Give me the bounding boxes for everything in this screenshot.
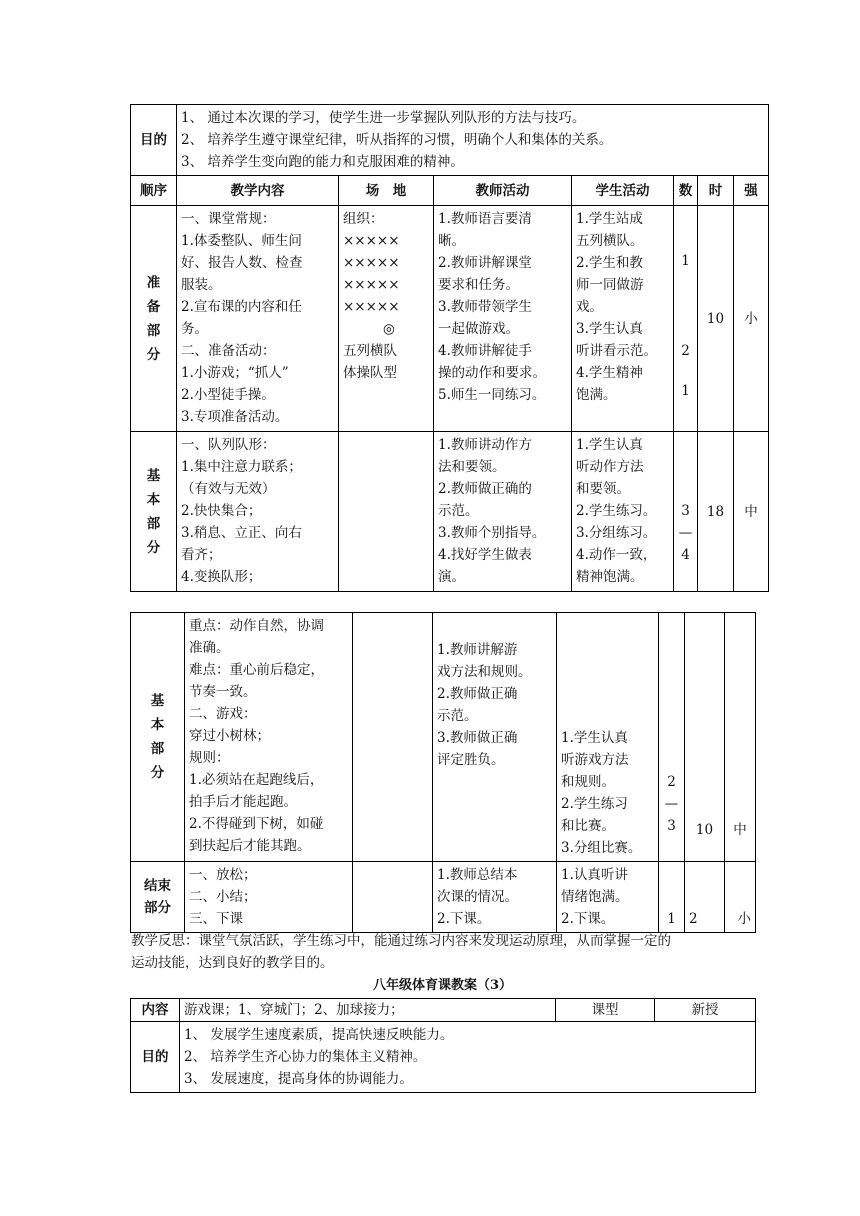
time-cell: 18 xyxy=(698,432,734,592)
content-cell: 一、队列队形： 1.集中注意力联系； （有效与无效） 2.快快集合； 3.稍息、立正、向右 看齐； 4.变换队形； xyxy=(177,432,339,592)
venue-cell: 组织： ××××× ××××× ××××× ××××× ◎ 五列横队 体操队型 xyxy=(339,206,434,432)
header-venue: 场 地 xyxy=(339,176,434,206)
intensity-cell: 中 xyxy=(725,613,756,862)
formation-row: ××××× xyxy=(343,233,400,249)
time-cell: 2 xyxy=(685,862,725,933)
lesson-plan-table-2 xyxy=(130,612,756,933)
purpose-cell xyxy=(177,105,769,176)
time-cell: 10 xyxy=(685,613,725,862)
purpose-item: 2、 培养学生遵守课堂纪律，听从指挥的习惯，明确个人和集体的关系。 xyxy=(181,132,613,148)
student-activity-cell: 1.学生站成 五列横队。 2.学生和教 师一同做游 戏。 3.学生认真 听讲看示范。 4.学生精神 饱满。 xyxy=(572,206,674,432)
purpose-item: 1、 发展学生速度素质，提高快速反映能力。 xyxy=(184,1027,454,1043)
header-content: 教学内容 xyxy=(177,176,339,206)
purpose-label: 目的 xyxy=(131,105,177,176)
section-label-basic: 基 本 部 分 xyxy=(131,613,185,862)
content-label: 内容 xyxy=(131,999,180,1022)
lesson-3-table xyxy=(130,998,756,1093)
section-label-basic: 基 本 部 分 xyxy=(131,432,177,592)
section-label-end: 结束 部分 xyxy=(131,862,185,933)
formation-row: ××××× xyxy=(343,277,400,293)
venue-cell xyxy=(353,862,433,933)
teacher-activity-cell: 1.教师讲动作方 法和要领。 2.教师做正确的 示范。 3.教师个别指导。 4.找好学生做表 演。 xyxy=(434,432,572,592)
student-activity-cell: 1.学生认真 听游戏方法 和规则。 2.学生练习 和比赛。 3.分组比赛。 xyxy=(557,613,659,862)
lesson-plan-table-1 xyxy=(130,104,769,592)
content-cell: 一、放松； 二、小结； 三、下课 xyxy=(185,862,353,933)
lesson-type-value: 新授 xyxy=(655,999,756,1022)
teacher-position-icon: ◎ xyxy=(383,321,395,337)
teacher-activity-cell: 1.教师讲解游 戏方法和规则。 2.教师做正确 示范。 3.教师做正确 评定胜负。 xyxy=(433,613,557,862)
section-label-prep: 准 备 部 分 xyxy=(131,206,177,432)
intensity-cell: 小 xyxy=(734,206,769,432)
formation-row: ××××× xyxy=(343,255,400,271)
header-intensity: 强 xyxy=(734,176,769,206)
content-value: 游戏课；1、穿城门；2、加球接力； xyxy=(180,999,556,1022)
purpose-cell xyxy=(180,1022,756,1093)
purpose-item: 3、 培养学生变向跑的能力和克服困难的精神。 xyxy=(181,154,464,170)
count-cell: 2 — 3 xyxy=(659,613,685,862)
header-student: 学生活动 xyxy=(572,176,674,206)
lesson-title: 八年级体育课教案（3） xyxy=(372,978,513,993)
venue-cell xyxy=(353,613,433,862)
header-teacher: 教师活动 xyxy=(434,176,572,206)
teacher-activity-cell: 1.教师语言要清 晰。 2.教师讲解课堂 要求和任务。 3.教师带领学生 一起做游戏。 4.教师讲解徒手 操的动作和要求。 5.师生一同练习。 xyxy=(434,206,572,432)
intensity-cell: 中 xyxy=(734,432,769,592)
venue-cell xyxy=(339,432,434,592)
student-activity-cell: 1.认真听讲 情绪饱满。 2.下课。 xyxy=(557,862,659,933)
teacher-activity-cell: 1.教师总结本 次课的情况。 2.下课。 xyxy=(433,862,557,933)
lesson-type-label: 课型 xyxy=(556,999,655,1022)
purpose-item: 3、 发展速度，提高身体的协调能力。 xyxy=(184,1071,413,1087)
teaching-reflection: 教学反思：课堂气氛活跃，学生练习中，能通过练习内容来发现运动原理，从而掌握一定的 运动技能，达到良好的教学目的。 xyxy=(131,933,671,971)
content-cell: 重点：动作自然，协调 准确。 难点：重心前后稳定， 节奏一致。 二、游戏： 穿过小树林； 规则： 1.必须站在起跑线后， 拍手后才能起跑。 2.不得碰到下树，如碰 到扶起后才能其跑。 xyxy=(185,613,353,862)
header-count: 数 xyxy=(674,176,698,206)
student-activity-cell: 1.学生认真 听动作方法 和要领。 2.学生练习。 3.分组练习。 4.动作一致， 精神饱满。 xyxy=(572,432,674,592)
content-cell: 一、课堂常规： 1.体委整队、师生问 好、报告人数、检查 服装。 2.宣布课的内容和任 务。 二、准备活动： 1.小游戏；“抓人” 2.小型徒手操。 3.专项准备活动。 xyxy=(177,206,339,432)
purpose-label: 目的 xyxy=(131,1022,180,1093)
time-cell: 10 xyxy=(698,206,734,432)
count-cell: 1 2 1 xyxy=(674,206,698,432)
intensity-cell: 小 xyxy=(725,862,756,933)
formation-row: ××××× xyxy=(343,299,400,315)
count-cell: 3 — 4 xyxy=(674,432,698,592)
header-order: 顺序 xyxy=(131,176,177,206)
count-cell: 1 xyxy=(659,862,685,933)
purpose-item: 1、 通过本次课的学习，使学生进一步掌握队列队形的方法与技巧。 xyxy=(181,110,586,126)
purpose-item: 2、 培养学生齐心协力的集体主义精神。 xyxy=(184,1049,427,1065)
header-time: 时 xyxy=(698,176,734,206)
